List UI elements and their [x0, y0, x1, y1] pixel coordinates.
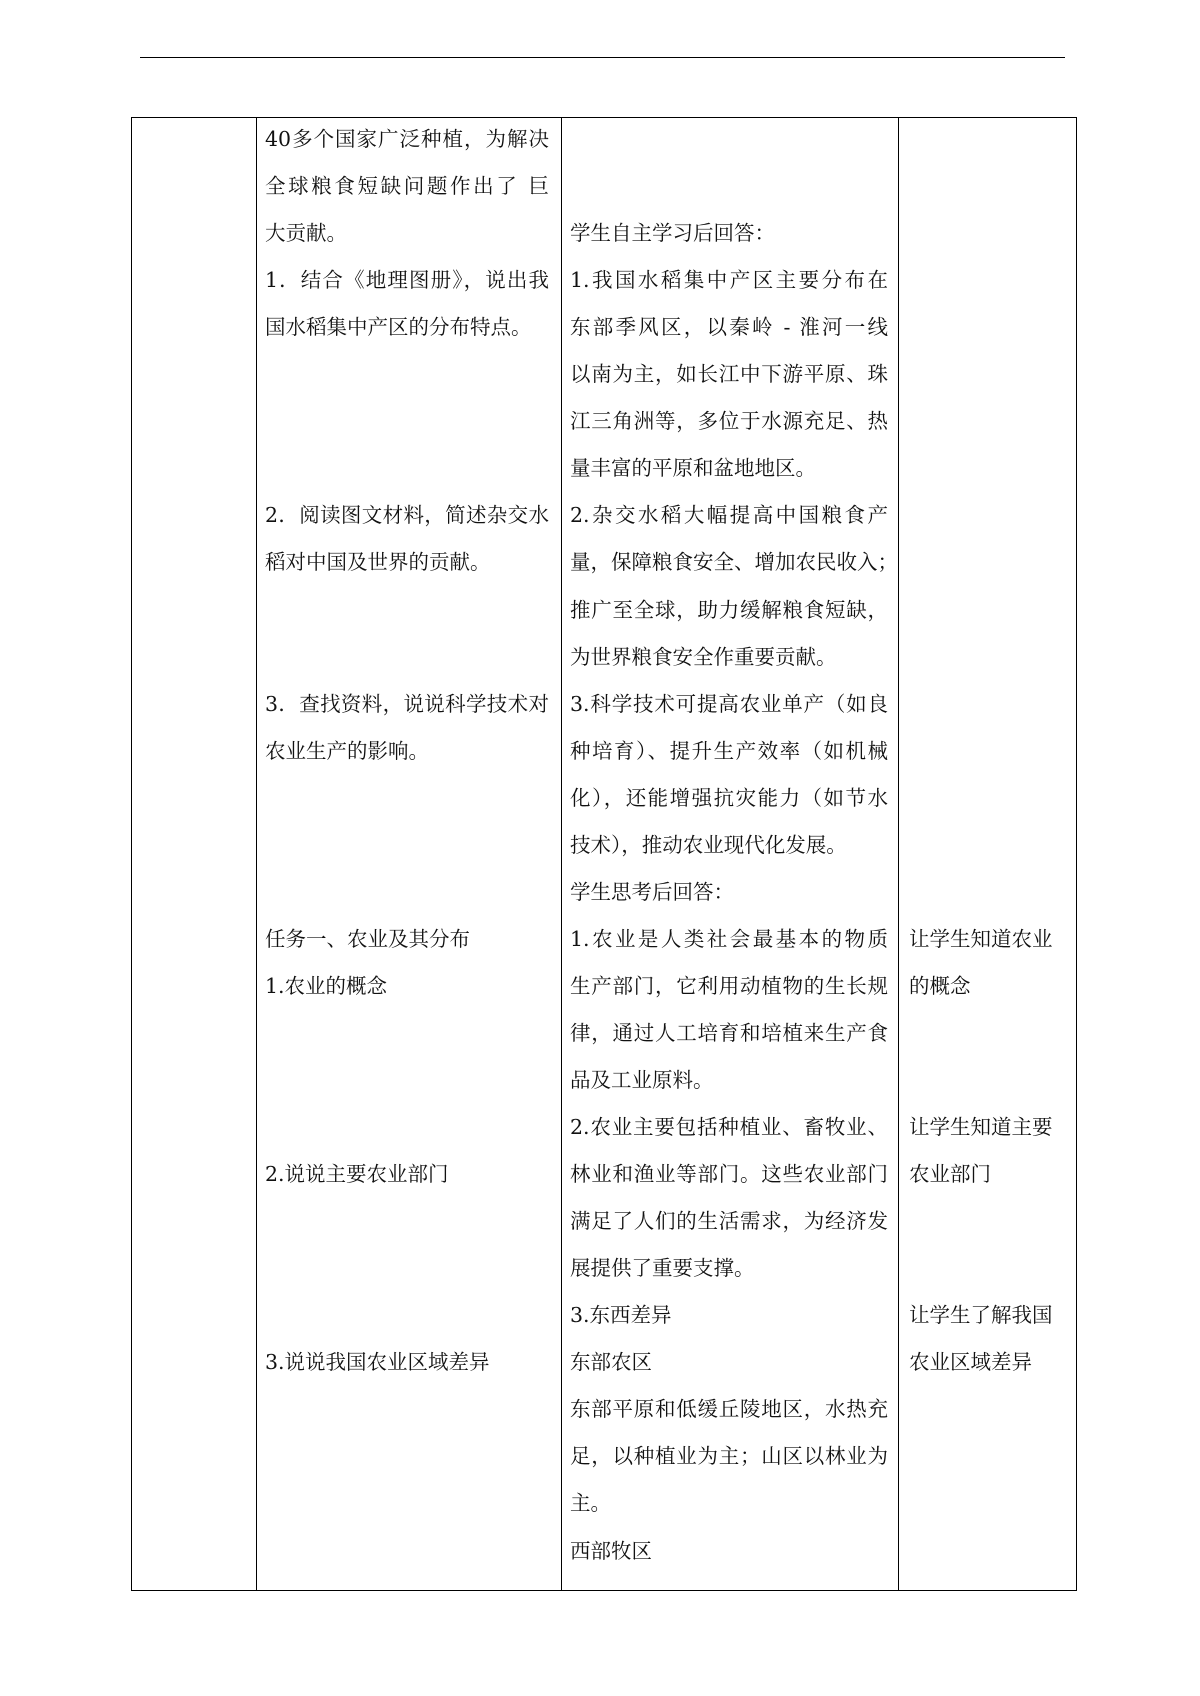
- cell-text-line: 东部平原和低缓丘陵地区，水热充: [570, 1397, 888, 1422]
- cell-text-line: 江三角洲等，多位于水源充足、热: [570, 409, 888, 434]
- cell-text-line: 3.说说我国农业区域差异: [265, 1350, 490, 1375]
- cell-text-line: 国水稻集中产区的分布特点。: [265, 315, 532, 340]
- cell-text-line: 为世界粮食安全作重要贡献。: [570, 644, 837, 669]
- cell-text-line: 农业生产的影响。: [265, 738, 429, 763]
- cell-text-line: 满足了人们的生活需求，为经济发: [570, 1209, 888, 1234]
- cell-text-line: 技术），推动农业现代化发展。: [570, 832, 847, 857]
- column-divider-3: [898, 118, 899, 1590]
- cell-text-line: 农业区域差异: [909, 1350, 1032, 1375]
- cell-text-line: 化），还能增强抗灾能力（如节水: [570, 785, 888, 810]
- cell-text-line: 主。: [570, 1491, 611, 1516]
- cell-text-line: 林业和渔业等部门。这些农业部门: [570, 1162, 888, 1187]
- stage-column: [132, 118, 256, 1590]
- column-divider-2: [561, 118, 562, 1590]
- cell-text-line: 2.农业主要包括种植业、畜牧业、: [570, 1115, 888, 1140]
- cell-text-line: 展提供了重要支撑。: [570, 1256, 755, 1281]
- cell-text-line: 量，保障粮食安全、增加农民收入；: [570, 550, 898, 575]
- cell-text-line: 3．查找资料，说说科学技术对: [265, 691, 549, 716]
- cell-text-line: 任务一、农业及其分布: [265, 926, 470, 951]
- cell-text-line: 3.东西差异: [570, 1303, 672, 1328]
- cell-text-line: 品及工业原料。: [570, 1068, 714, 1092]
- cell-text-line: 1.我国水稻集中产区主要分布在: [570, 268, 888, 293]
- lesson-plan-table: [131, 117, 1077, 1591]
- cell-text-line: 2.杂交水稻大幅提高中国粮食产: [570, 503, 888, 528]
- cell-text-line: 稻对中国及世界的贡献。: [265, 550, 491, 575]
- cell-text-line: 让学生知道农业: [909, 926, 1053, 951]
- cell-text-line: 1.农业的概念: [265, 973, 388, 998]
- cell-text-line: 2.说说主要农业部门: [265, 1162, 449, 1187]
- cell-text-line: 全球粮食短缺问题作出了 巨: [265, 174, 549, 199]
- cell-text-line: 以南为主，如长江中下游平原、珠: [570, 362, 888, 387]
- cell-text-line: 大贡献。: [265, 221, 347, 246]
- cell-text-line: 让学生了解我国: [909, 1303, 1053, 1328]
- teacher-activity-column: [265, 118, 549, 1590]
- cell-text-line: 1．结合《地理图册》，说出我: [265, 268, 549, 293]
- cell-text-line: 种培育）、提升生产效率（如机械: [570, 738, 888, 763]
- student-activity-column: [570, 118, 898, 1590]
- cell-text-line: 量丰富的平原和盆地地区。: [570, 456, 816, 481]
- cell-text-line: 1.农业是人类社会最基本的物质: [570, 926, 888, 951]
- cell-text-line: 让学生知道主要: [909, 1115, 1053, 1140]
- cell-text-line: 3.科学技术可提高农业单产（如良: [570, 691, 888, 716]
- cell-text-line: 的概念: [909, 973, 971, 998]
- cell-text-line: 足，以种植业为主；山区以林业为: [570, 1444, 888, 1469]
- cell-text-line: 学生自主学习后回答：: [570, 221, 775, 246]
- column-divider-1: [256, 118, 257, 1590]
- cell-text-line: 40多个国家广泛种植，为解决: [265, 127, 549, 151]
- cell-text-line: 东部季风区，以秦岭 - 淮河一线: [570, 315, 888, 340]
- cell-text-line: 生产部门，它利用动植物的生长规: [570, 973, 888, 998]
- cell-text-line: 东部农区: [570, 1350, 652, 1375]
- cell-text-line: 律，通过人工培育和培植来生产食: [570, 1020, 888, 1045]
- cell-text-line: 推广至全球，助力缓解粮食短缺，: [570, 597, 888, 622]
- header-rule: [140, 57, 1065, 58]
- cell-text-line: 农业部门: [909, 1162, 991, 1187]
- cell-text-line: 2．阅读图文材料，简述杂交水: [265, 503, 549, 528]
- cell-text-line: 西部牧区: [570, 1538, 652, 1563]
- design-intent-column: [909, 118, 1069, 1590]
- cell-text-line: 学生思考后回答：: [570, 879, 734, 904]
